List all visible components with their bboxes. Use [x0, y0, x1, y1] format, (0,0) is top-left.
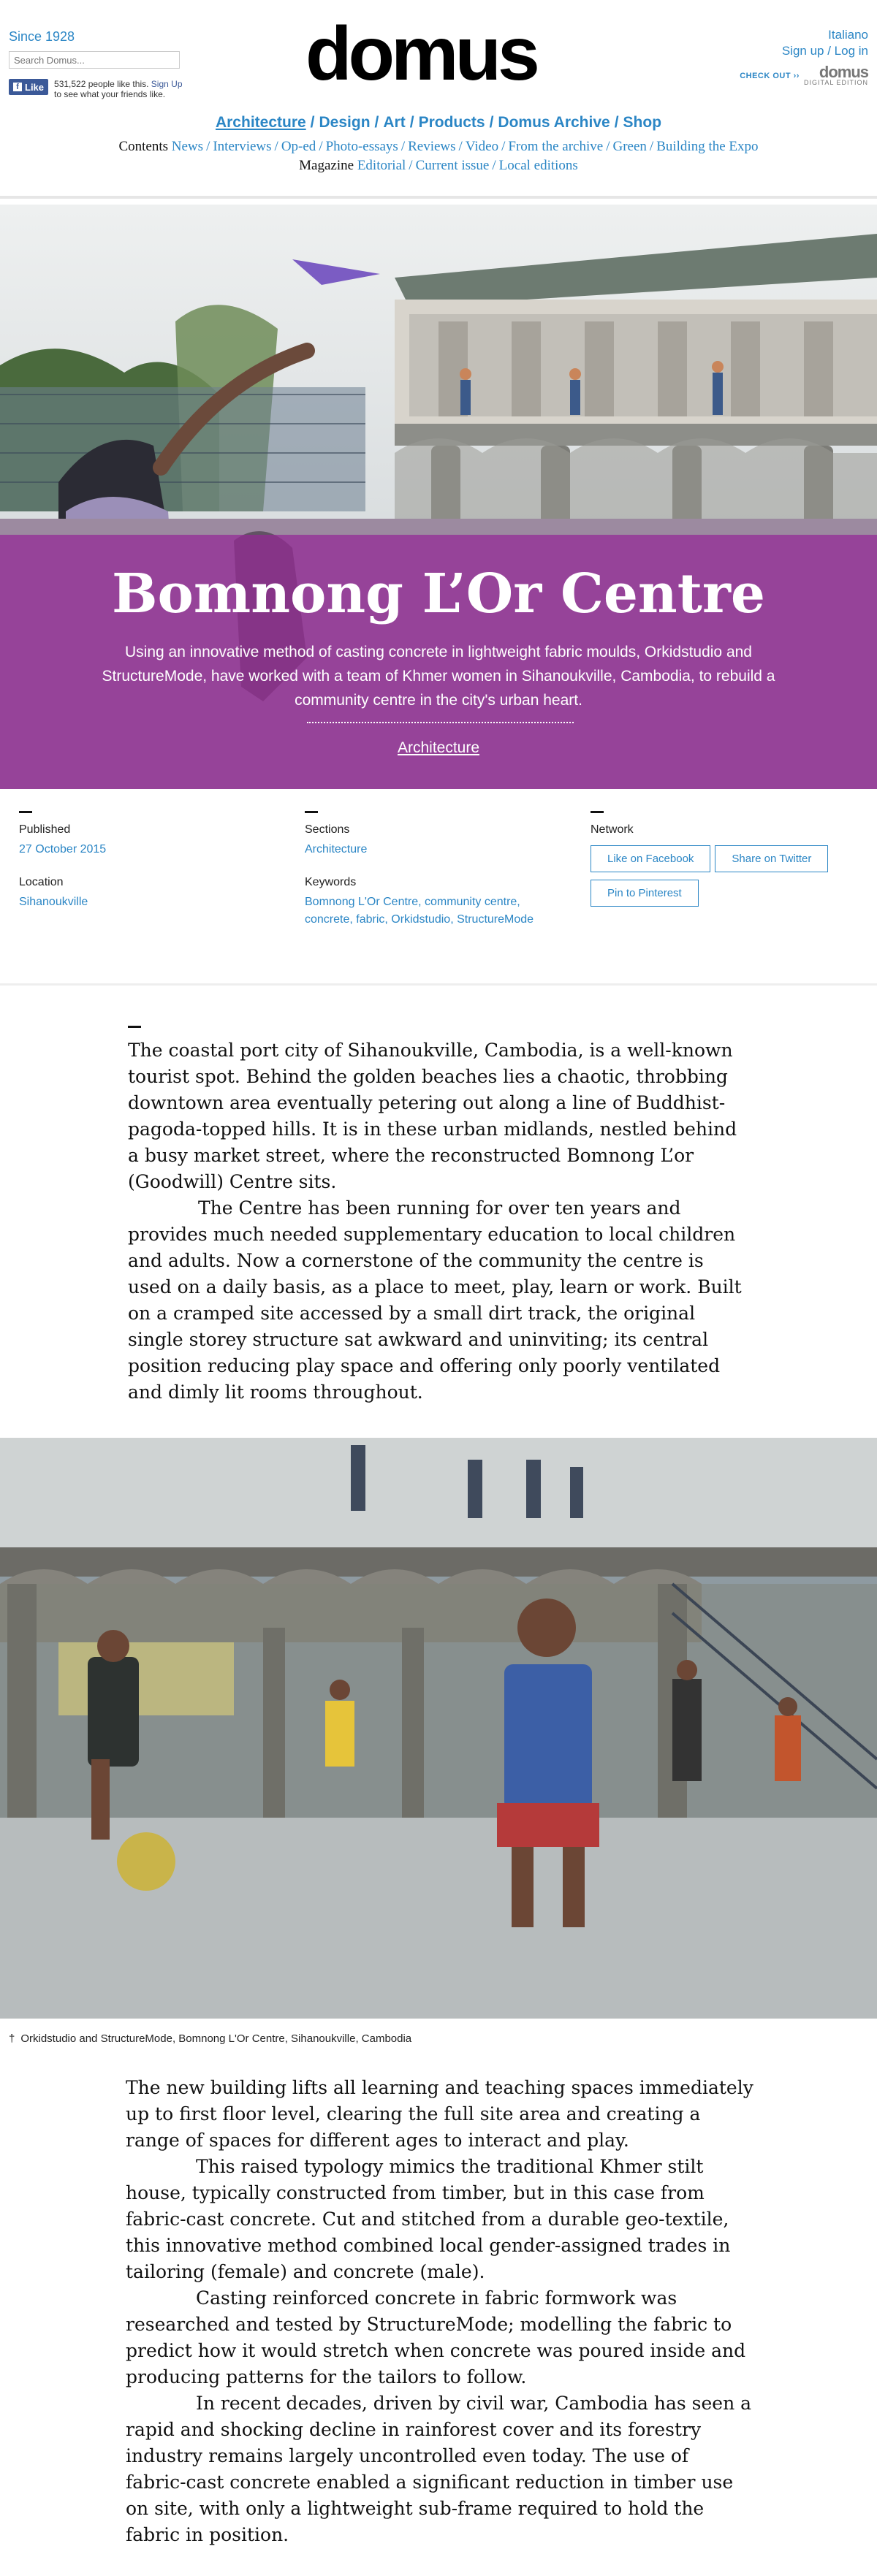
- digital-edition-logo: domus: [819, 63, 868, 81]
- magazine-current-issue[interactable]: Current issue: [415, 158, 490, 173]
- article-body-2: [126, 2075, 754, 2548]
- hero-image: [0, 205, 877, 789]
- meta-dash: [305, 811, 318, 813]
- site-header: [0, 0, 877, 201]
- nav-separator: /: [614, 114, 619, 131]
- location-label: Location: [19, 876, 64, 888]
- keywords-list: Bomnong L'Or Centre, community centre, concrete, fabric, Orkidstudio, StructureMode: [305, 896, 534, 926]
- facebook-like-button[interactable]: [9, 79, 48, 95]
- main-nav: [0, 114, 877, 132]
- keywords-label: Keywords: [305, 876, 357, 888]
- checkout-label: CHECK OUT ››: [740, 72, 800, 80]
- article-photo-image: [0, 1438, 877, 2019]
- share-facebook-button[interactable]: Like on Facebook: [591, 845, 710, 872]
- article-meta: [0, 796, 877, 979]
- digital-edition-link[interactable]: [740, 63, 868, 86]
- facebook-signup-rest: to see what your friends like.: [54, 89, 166, 99]
- subnav-separator: /: [649, 139, 654, 154]
- sections-link[interactable]: Architecture: [305, 843, 368, 856]
- magazine-nav: [0, 158, 877, 174]
- subnav-separator: /: [206, 139, 210, 154]
- contents-from-the-archive[interactable]: From the archive: [508, 139, 604, 154]
- digital-edition-badge: [803, 63, 868, 86]
- subnav-separator: /: [400, 139, 406, 154]
- location-link[interactable]: Sihanoukville: [19, 896, 88, 908]
- keyword-link[interactable]: concrete: [305, 913, 350, 926]
- article-paragraph: Casting reinforced concrete in fabric formwork was researched and tested by StructureMode; modelling the fabric to predict how it would stretch when concrete was poured inside and producing patterns for the tailors to follow.: [126, 2287, 746, 2388]
- nav-shop[interactable]: Shop: [623, 114, 662, 131]
- nav-separator: /: [409, 114, 414, 131]
- contents-reviews[interactable]: Reviews: [408, 139, 456, 154]
- facebook-icon: f: [13, 83, 22, 91]
- nav-architecture[interactable]: Architecture: [215, 114, 306, 131]
- magazine-local-editions[interactable]: Local editions: [498, 158, 578, 173]
- contents-video[interactable]: Video: [465, 139, 499, 154]
- nav-separator: /: [310, 114, 315, 131]
- article-paragraph: The Centre has been running for over ten years and provides much needed supplementary education to local children and adults. Now a cornerstone of the community the centre is used on a daily basis, as a place to meet, play, learn or work. Built on a cramped site accessed by a small dirt track, the original single storey structure sat awkward and uninviting; its central position reducing play space and offering only poorly ventilated and dimly lit rooms throughout.: [128, 1197, 742, 1403]
- share-twitter-button[interactable]: Share on Twitter: [715, 845, 828, 872]
- language-link[interactable]: Italiano: [828, 28, 868, 42]
- facebook-like-label: Like: [25, 81, 45, 93]
- published-label: Published: [19, 823, 71, 836]
- contents-news[interactable]: News: [171, 139, 204, 154]
- subnav-separator: /: [274, 139, 278, 154]
- hero-section-link[interactable]: Architecture: [397, 739, 480, 756]
- article-photo: [0, 1438, 877, 2019]
- facebook-count-text: 531,522 people like this.: [54, 79, 149, 89]
- keyword-link[interactable]: Orkidstudio: [391, 913, 451, 926]
- article-summary: Using an innovative method of casting concrete in lightweight fabric moulds, Orkidstudio and StructureMode, have worked with a team of Khmer women in Sihanoukville, Cambodia, to rebuild a community centre in the city's urban heart.: [102, 644, 775, 709]
- contents-photo-essays[interactable]: Photo-essays: [325, 139, 398, 154]
- signup-login-link[interactable]: Sign up / Log in: [781, 44, 868, 58]
- subnav-separator: /: [492, 158, 496, 173]
- network-label: Network: [591, 823, 634, 836]
- nav-products[interactable]: Products: [418, 114, 485, 131]
- article-paragraph: The new building lifts all learning and teaching spaces immediately up to first floor level, clearing the full site area and creating a range of spaces for different ages to interact and play.: [126, 2077, 753, 2151]
- share-pinterest-button[interactable]: Pin to Pinterest: [591, 880, 699, 907]
- keyword-link[interactable]: community centre: [425, 896, 517, 908]
- nav-design[interactable]: Design: [319, 114, 371, 131]
- magazine-label: Magazine: [299, 158, 354, 173]
- nav-art[interactable]: Art: [383, 114, 406, 131]
- share-buttons: [591, 845, 868, 914]
- keyword-link[interactable]: Bomnong L'Or Centre: [305, 896, 419, 908]
- article-body-1: [128, 1037, 749, 1406]
- contents-nav: [0, 139, 877, 155]
- article-paragraph: In recent decades, driven by civil war, Cambodia has seen a rapid and shocking decline in rainforest cover and its forestry industry remains largely uncontrolled even today. The use of fabric-cast concrete enabled a significant reduction in timber use on site, with only a lightweight sub-frame required to hold the fabric in position.: [126, 2393, 752, 2545]
- since-link[interactable]: Since 1928: [9, 29, 75, 44]
- sections-label: Sections: [305, 823, 350, 836]
- article-paragraph: The coastal port city of Sihanoukville, Cambodia, is a well-known tourist spot. Behind the golden beaches lies a chaotic, throbbing downtown area eventually petering out along a line of Buddhist-pagoda-topped hills. It is in these urban midlands, nestled behind a busy market street, where the reconstructed Bomnong L’or (Goodwill) Centre sits.: [128, 1040, 737, 1192]
- facebook-signup-link[interactable]: Sign Up: [151, 79, 183, 89]
- search-input[interactable]: [9, 51, 180, 69]
- digital-edition-sub: DIGITAL EDITION: [803, 79, 868, 86]
- header-divider: [0, 196, 877, 199]
- subnav-separator: /: [606, 139, 610, 154]
- article-title: Bomnong L’Or Centre: [112, 563, 765, 625]
- article-paragraph: This raised typology mimics the traditional Khmer stilt house, typically constructed from timber, but in this case from fabric-cast concrete. Cut and stitched from a durable geo-textile, this innovative method combined local gender-assigned trades in tailoring (female) and concrete (male).: [126, 2156, 731, 2282]
- meta-dash: [19, 811, 32, 813]
- keyword-link[interactable]: StructureMode: [457, 913, 534, 926]
- contents-interviews[interactable]: Interviews: [213, 139, 272, 154]
- nav-domus-archive[interactable]: Domus Archive: [498, 114, 610, 131]
- facebook-like-widget: [9, 79, 183, 98]
- meta-col-network: [591, 811, 868, 914]
- contents-green[interactable]: Green: [612, 139, 647, 154]
- hero-divider: [307, 722, 574, 723]
- subnav-separator: /: [458, 139, 463, 154]
- meta-col-published: [19, 811, 282, 929]
- contents-op-ed[interactable]: Op-ed: [281, 139, 316, 154]
- published-date[interactable]: 27 October 2015: [19, 843, 107, 856]
- meta-dash: [591, 811, 604, 813]
- caption-text: Orkidstudio and StructureMode, Bomnong L'Or Centre, Sihanoukville, Cambodia: [20, 2032, 412, 2045]
- domus-logo[interactable]: domus: [305, 12, 536, 96]
- caption-dagger-icon: †: [9, 2032, 15, 2045]
- subnav-separator: /: [319, 139, 323, 154]
- meta-divider: [0, 983, 877, 986]
- contents-label: Contents: [118, 139, 169, 154]
- magazine-editorial[interactable]: Editorial: [357, 158, 406, 173]
- subnav-separator: /: [501, 139, 506, 154]
- facebook-like-count: [54, 79, 182, 99]
- contents-building-the-expo[interactable]: Building the Expo: [656, 139, 759, 154]
- nav-separator: /: [489, 114, 494, 131]
- photo-caption: [9, 2032, 411, 2045]
- keyword-link[interactable]: fabric: [356, 913, 385, 926]
- subnav-separator: /: [409, 158, 413, 173]
- meta-col-sections: [305, 811, 568, 946]
- nav-separator: /: [374, 114, 379, 131]
- article-dash: [128, 1026, 141, 1028]
